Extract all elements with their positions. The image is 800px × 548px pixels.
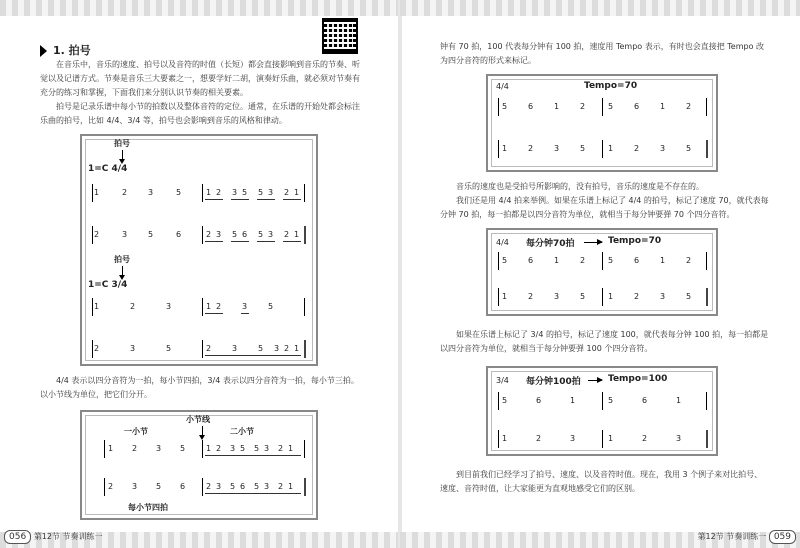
down-arrow-icon: [122, 266, 123, 276]
note: 2: [216, 444, 222, 453]
note: 3: [554, 144, 560, 153]
page-number: 059: [769, 530, 796, 544]
tempo-label: 每分钟70拍: [526, 239, 575, 249]
note: 2: [580, 102, 586, 111]
note: 1: [206, 302, 212, 311]
note: 1: [294, 188, 300, 197]
note: 5: [686, 144, 692, 153]
note: 3: [232, 344, 238, 353]
note: 2: [278, 444, 284, 453]
tempo-marking: Tempo=70: [608, 236, 662, 246]
barline: [498, 288, 499, 306]
note: 2: [206, 344, 212, 353]
note: 3: [156, 444, 162, 453]
section-title: 第12节 节奏训练一: [33, 532, 103, 541]
beam-underline: [205, 199, 223, 200]
note: 3: [268, 230, 274, 239]
note: 5: [608, 102, 614, 111]
note: 5: [258, 230, 264, 239]
note: 6: [176, 230, 182, 239]
barline: [602, 252, 603, 270]
tempo-example-3: [486, 366, 718, 456]
note: 6: [536, 396, 542, 405]
beam-underline: [231, 241, 249, 242]
note: 5: [580, 144, 586, 153]
note: 1: [554, 256, 560, 265]
beam-underline: [205, 355, 301, 356]
paragraph: 我们还是用 4/4 拍来举例。如果在乐谱上标记了 4/4 的拍号，标记了速度 70，就代表每分钟 70 拍，每一拍都是以四分音符为单位，就相当于每分钟要弹 70 个四分音符。: [440, 196, 769, 219]
barline: [602, 430, 603, 448]
barline: [602, 392, 603, 410]
note: 1: [206, 188, 212, 197]
barline: [304, 298, 305, 316]
beam-underline: [283, 241, 301, 242]
right-page: [400, 0, 800, 548]
note: 2: [278, 482, 284, 491]
note: 5: [502, 396, 508, 405]
note: 3: [676, 434, 682, 443]
page-footer: [698, 530, 796, 544]
end-barline: [304, 340, 306, 358]
note: 1: [660, 256, 666, 265]
down-arrow-icon: [202, 426, 203, 436]
note: 6: [240, 482, 246, 491]
note: 2: [686, 256, 692, 265]
time-signature: 4/4: [496, 238, 509, 247]
end-barline: [706, 430, 708, 448]
note: 3: [660, 144, 666, 153]
barline: [602, 140, 603, 158]
note: 1: [108, 444, 114, 453]
annotation-label: 小节线: [186, 415, 210, 424]
note: 5: [230, 482, 236, 491]
note: 3: [166, 302, 172, 311]
note: 3: [264, 444, 270, 453]
note: 5: [608, 256, 614, 265]
section-title: 第12节 节奏训练一: [697, 532, 767, 541]
barline: [498, 252, 499, 270]
note: 3: [216, 482, 222, 491]
section-heading: 1. 拍号: [40, 42, 91, 58]
page-footer: [4, 530, 102, 544]
beam-underline: [283, 199, 301, 200]
paragraph: 到目前我们已经学习了拍号、速度、以及音符时值。现在，我用 3 个例子来对比拍号、速度、音符时值，让大家能更为直观地感受它们的区别。: [440, 470, 763, 493]
note: 2: [206, 230, 212, 239]
note: 6: [180, 482, 186, 491]
down-arrow-icon: [122, 150, 123, 160]
right-arrow-icon: [584, 242, 602, 243]
note: 5: [232, 230, 238, 239]
paragraph: 音乐的速度也是受拍号所影响的，没有拍号，音乐的速度是不存在的。: [456, 182, 704, 191]
note: 2: [634, 144, 640, 153]
end-barline: [304, 226, 306, 244]
note: 1: [570, 396, 576, 405]
note: 1: [502, 144, 508, 153]
beam-underline: [205, 241, 223, 242]
barline: [706, 252, 707, 270]
beam-underline: [257, 199, 275, 200]
note: 5: [608, 396, 614, 405]
note: 1: [660, 102, 666, 111]
note: 1: [94, 188, 100, 197]
note: 2: [132, 444, 138, 453]
barline: [304, 440, 305, 458]
barline: [92, 226, 93, 244]
note: 5: [502, 256, 508, 265]
note: 1: [554, 102, 560, 111]
paragraph: 如果在乐谱上标记了 3/4 的拍号，标记了速度 100，就代表每分钟 100 拍，每一拍都是以四分音符为单位，就相当于每分钟要弹 100 个四分音符。: [440, 330, 769, 353]
note: 5: [254, 444, 260, 453]
paragraph: 在音乐中，音乐的速度、拍号以及音符的时值（长短）都会直接影响到音乐的节奏、听觉以及记谱方式。节奏是音乐三大要素之一，想要学好二胡，演奏好乐曲，就必须对节奏有充分的练习和掌握，下面我们来分别认识节奏的相关要素。: [40, 60, 360, 97]
note: 3: [232, 188, 238, 197]
barline: [104, 440, 105, 458]
note: 5: [156, 482, 162, 491]
note: 2: [528, 144, 534, 153]
note: 3: [230, 444, 236, 453]
barline: [498, 392, 499, 410]
score-box-barlines: [80, 410, 318, 520]
barline: [498, 98, 499, 116]
note: 3: [242, 302, 248, 311]
annotation-label: 拍号: [114, 255, 130, 264]
note: 1: [294, 230, 300, 239]
decorative-border-top: [0, 0, 400, 16]
note: 1: [288, 482, 294, 491]
note: 1: [502, 434, 508, 443]
barline: [498, 430, 499, 448]
note: 1: [502, 292, 508, 301]
barline: [498, 140, 499, 158]
note: 5: [242, 188, 248, 197]
note: 1: [608, 434, 614, 443]
note: 2: [284, 344, 290, 353]
barline: [202, 478, 203, 496]
paragraph: 钟有 70 拍，100 代表每分钟有 100 拍，速度用 Tempo 表示，有时也会直接把 Tempo 改为四分音符的形式来标记。: [440, 42, 765, 65]
note: 2: [108, 482, 114, 491]
paragraph: 拍号是记录乐谱中每小节的拍数以及整体音符的定位。通常，在乐谱的开始处都会标注乐曲的拍号，比如 4/4、3/4 等，拍号也会影响到音乐的风格和律动。: [40, 102, 360, 125]
note: 6: [242, 230, 248, 239]
note: 3: [268, 188, 274, 197]
note: 5: [176, 188, 182, 197]
note: 5: [686, 292, 692, 301]
beam-underline: [205, 493, 301, 494]
barline: [706, 98, 707, 116]
note: 5: [580, 292, 586, 301]
note: 1: [288, 444, 294, 453]
end-barline: [706, 288, 708, 306]
note: 2: [642, 434, 648, 443]
qr-code[interactable]: [322, 18, 358, 54]
note: 5: [258, 344, 264, 353]
note: 3: [122, 230, 128, 239]
note: 3: [130, 344, 136, 353]
note: 2: [536, 434, 542, 443]
barline: [104, 478, 105, 496]
note: 2: [528, 292, 534, 301]
end-barline: [304, 478, 306, 496]
key-signature: 1=C 4/4: [88, 164, 128, 174]
note: 2: [580, 256, 586, 265]
barline: [602, 288, 603, 306]
note: 2: [686, 102, 692, 111]
note: 1: [94, 302, 100, 311]
note: 2: [284, 188, 290, 197]
beam-underline: [205, 313, 223, 314]
barline: [202, 184, 203, 202]
note: 1: [676, 396, 682, 405]
annotation-label: 一小节: [124, 427, 148, 436]
note: 5: [258, 188, 264, 197]
right-arrow-icon: [588, 380, 602, 381]
note: 3: [264, 482, 270, 491]
beam-underline: [231, 199, 249, 200]
key-signature: 1=C 3/4: [88, 280, 128, 290]
note: 3: [216, 230, 222, 239]
time-signature: 3/4: [496, 376, 509, 385]
note: 5: [180, 444, 186, 453]
note: 3: [274, 344, 280, 353]
note: 5: [240, 444, 246, 453]
score-inner-frame: [85, 415, 313, 515]
note: 2: [94, 230, 100, 239]
note: 2: [216, 188, 222, 197]
note: 5: [254, 482, 260, 491]
time-signature: 4/4: [496, 82, 509, 91]
note: 2: [130, 302, 136, 311]
tempo-marking: Tempo=100: [608, 374, 668, 384]
decorative-border-top: [400, 0, 800, 16]
note: 3: [132, 482, 138, 491]
tempo-label: 每分钟100拍: [526, 377, 581, 387]
triangle-icon: [40, 45, 47, 57]
note: 5: [166, 344, 172, 353]
barline: [92, 298, 93, 316]
annotation-label: 每小节四拍: [128, 503, 168, 512]
score-box-time-signatures: [80, 134, 318, 366]
note: 6: [528, 256, 534, 265]
barline: [202, 340, 203, 358]
note: 1: [206, 444, 212, 453]
barline: [92, 340, 93, 358]
barline: [202, 298, 203, 316]
note: 5: [502, 102, 508, 111]
annotation-label: 拍号: [114, 139, 130, 148]
beam-underline: [257, 241, 275, 242]
beam-underline: [241, 313, 249, 314]
tempo-marking: Tempo=70: [584, 81, 638, 91]
paragraph: 4/4 表示以四分音符为一拍，每小节四拍，3/4 表示以四分音符为一拍，每小节三拍。以小节线为单位，把它们分开。: [40, 376, 359, 399]
note: 5: [268, 302, 274, 311]
note: 1: [608, 144, 614, 153]
note: 3: [570, 434, 576, 443]
note: 2: [216, 302, 222, 311]
tempo-example-2: [486, 228, 718, 316]
note: 2: [206, 482, 212, 491]
note: 6: [528, 102, 534, 111]
annotation-label: 二小节: [230, 427, 254, 436]
barline: [202, 226, 203, 244]
barline: [706, 392, 707, 410]
beam-underline: [205, 455, 301, 456]
barline: [602, 98, 603, 116]
note: 3: [660, 292, 666, 301]
note: 3: [148, 188, 154, 197]
note: 2: [284, 230, 290, 239]
note: 1: [608, 292, 614, 301]
note: 6: [642, 396, 648, 405]
tempo-example-1: [486, 74, 718, 172]
note: 2: [94, 344, 100, 353]
note: 3: [554, 292, 560, 301]
note: 5: [148, 230, 154, 239]
barline: [92, 184, 93, 202]
note: 1: [294, 344, 300, 353]
note: 6: [634, 256, 640, 265]
barline: [202, 440, 203, 458]
note: 2: [122, 188, 128, 197]
note: 2: [634, 292, 640, 301]
note: 6: [634, 102, 640, 111]
page-number: 056: [4, 530, 31, 544]
barline: [304, 184, 305, 202]
end-barline: [706, 140, 708, 158]
